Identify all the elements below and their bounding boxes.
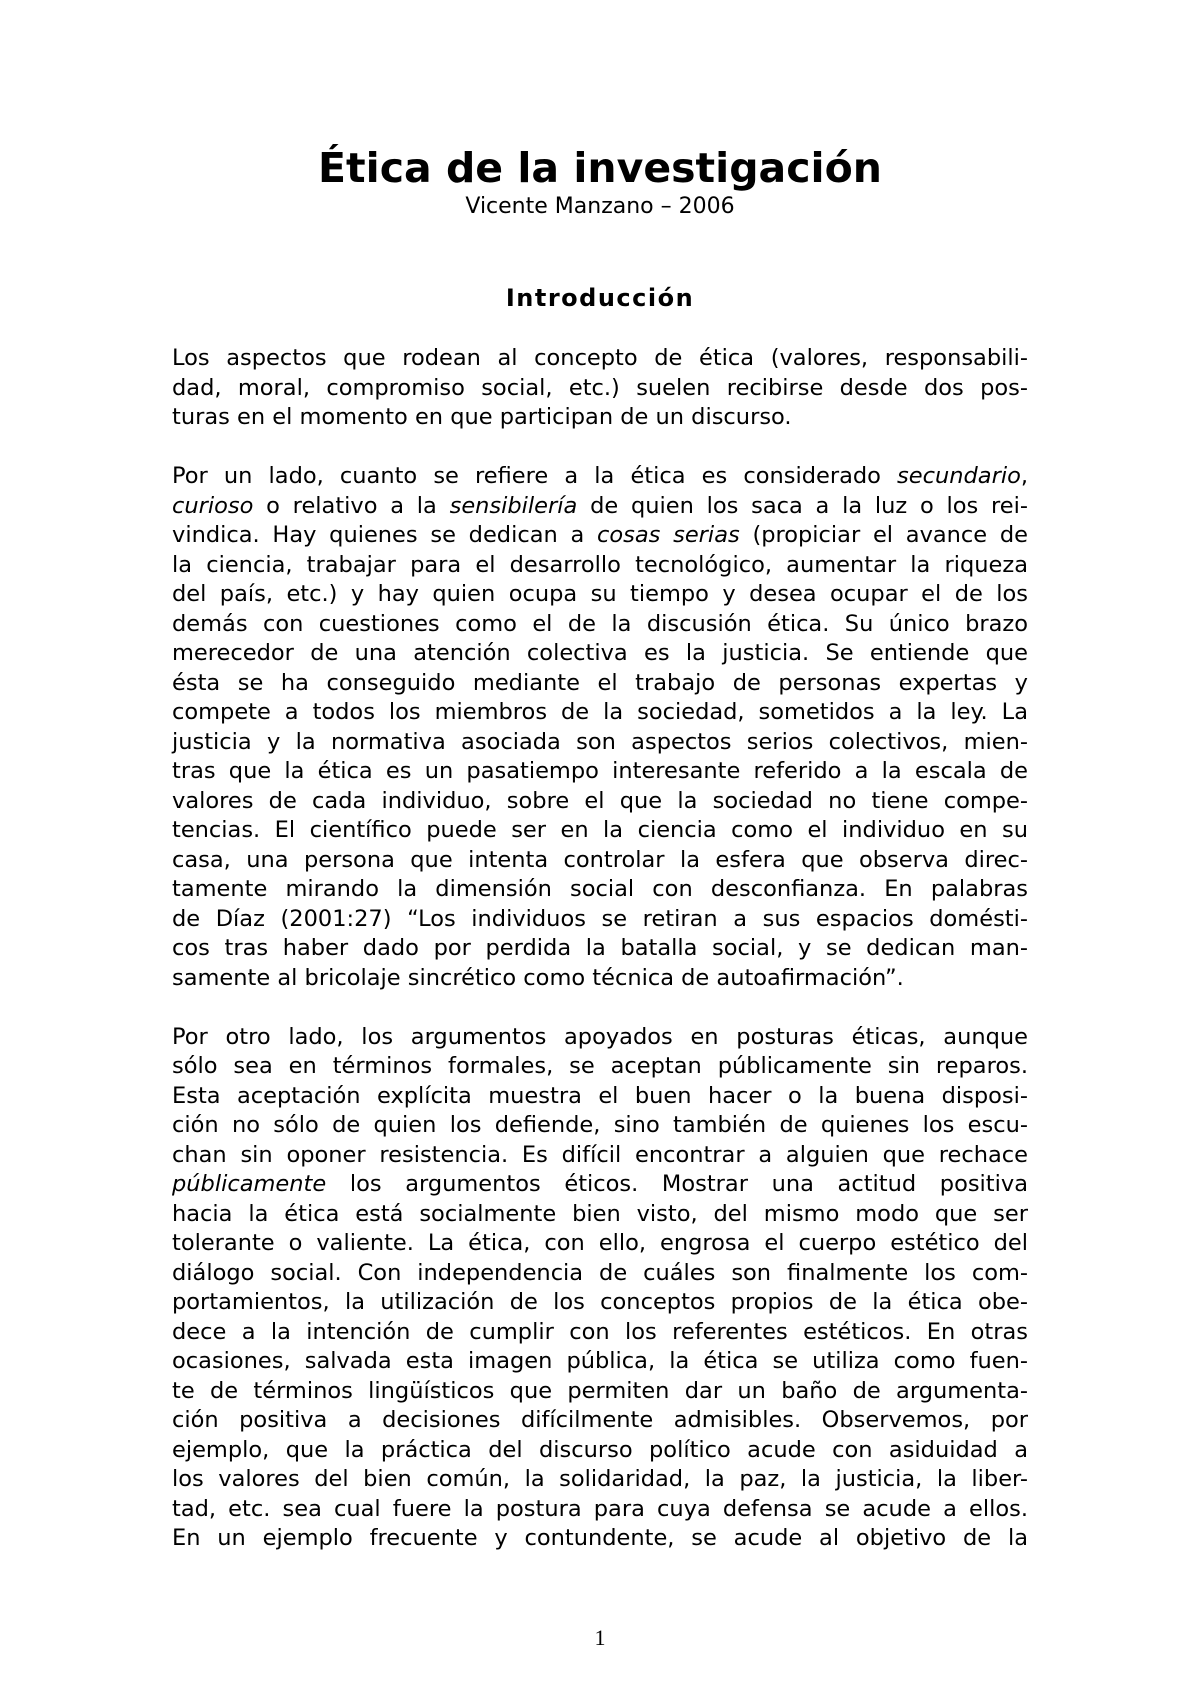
text-line [172, 344, 1028, 374]
text-line [172, 964, 1028, 994]
text-run: hacia la ética está socialmente bien visto, del mismo modo que ser [172, 1200, 1028, 1227]
text-line [172, 462, 1028, 492]
text-run: cos tras haber dado por perdida la batalla social, y se dedican man- [172, 935, 1028, 961]
text-run: vindica. Hay quienes se dedican a [172, 522, 598, 548]
italic-text: sensibilería [449, 492, 578, 519]
text-run: compete a todos los miembros de la sociedad, sometidos a la ley. La [172, 699, 1028, 725]
text-line [172, 1406, 1028, 1436]
text-run: turas en el momento en que participan de un discurso. [172, 404, 792, 430]
text-line [172, 787, 1028, 817]
text-run: tolerante o valiente. La ética, con ello, engrosa el cuerpo estético del [172, 1230, 1028, 1256]
text-line [172, 1023, 1028, 1053]
text-run: Esta aceptación explícita muestra el buen hacer o la buena disposi- [172, 1082, 1028, 1109]
text-run: demás con cuestiones como el de la discusión ética. Su único brazo [172, 610, 1028, 637]
text-line [172, 1465, 1028, 1495]
text-run: o relativo a la [253, 492, 450, 519]
italic-text: curioso [172, 492, 254, 519]
text-run: los valores del bien común, la solidaridad, la paz, la justicia, la liber- [172, 1466, 1028, 1492]
paragraph-gap [172, 433, 1028, 463]
text-line [172, 816, 1028, 846]
text-line [172, 610, 1028, 640]
text-line [172, 1288, 1028, 1318]
text-run: dece a la intención de cumplir con los referentes estéticos. En otras [172, 1318, 1028, 1345]
text-run: del país, etc.) y hay quien ocupa su tiempo y desea ocupar el de los [172, 581, 1028, 607]
text-run: de Díaz (2001:27) “Los individuos se retiran a sus espacios domésti- [172, 905, 1028, 932]
paragraph [172, 462, 1028, 993]
paragraph [172, 1023, 1028, 1554]
text-run: Por otro lado, los argumentos apoyados en posturas éticas, aunque [172, 1023, 1028, 1050]
text-run: , [1020, 463, 1028, 489]
text-run: merecedor de una atención colectiva es la justicia. Se entiende que [172, 640, 1028, 666]
text-line [172, 551, 1028, 581]
text-run: tad, etc. sea cual fuere la postura para cuya defensa se acude a ellos. [172, 1495, 1028, 1522]
text-line [172, 1347, 1028, 1377]
section-heading: Introducción [505, 284, 695, 312]
text-run: Por un lado, cuanto se refiere a la ética es considerado [172, 463, 898, 489]
italic-text: cosas serias [597, 522, 740, 548]
text-line [172, 757, 1028, 787]
text-run: de quien los saca a la luz o los rei- [577, 492, 1028, 519]
text-line [172, 1052, 1028, 1082]
text-line [172, 403, 1028, 433]
text-line [172, 1377, 1028, 1407]
text-run: justicia y la normativa asociada son aspectos serios colectivos, mien- [172, 728, 1028, 755]
text-line [172, 1111, 1028, 1141]
text-run: ejemplo, que la práctica del discurso político acude con asiduidad a [172, 1436, 1028, 1463]
text-line [172, 905, 1028, 935]
author-line: Vicente Manzano – 2006 [465, 194, 735, 219]
text-run: ción positiva a decisiones difícilmente admisibles. Observemos, por [172, 1407, 1028, 1433]
text-run: chan sin oponer resistencia. Es difícil encontrar a alguien que rechace [172, 1141, 1028, 1168]
text-run: portamientos, la utilización de los conceptos propios de la ética obe- [172, 1289, 1028, 1315]
text-line [172, 728, 1028, 758]
text-run: En un ejemplo frecuente y contundente, se acude al objetivo de la [172, 1525, 1028, 1551]
text-run: tencias. El científico puede ser en la ciencia como el individuo en su [172, 817, 1028, 843]
paragraph-gap [172, 993, 1028, 1023]
italic-text: secundario [897, 463, 1021, 489]
text-line [172, 846, 1028, 876]
text-run: los argumentos éticos. Mostrar una actitud positiva [326, 1171, 1028, 1197]
text-line [172, 580, 1028, 610]
text-line [172, 1200, 1028, 1230]
text-line [172, 1141, 1028, 1171]
text-line [172, 521, 1028, 551]
text-line [172, 1082, 1028, 1112]
text-run: te de términos lingüísticos que permiten dar un baño de argumenta- [172, 1377, 1028, 1404]
text-line [172, 1229, 1028, 1259]
text-line [172, 639, 1028, 669]
text-line [172, 374, 1028, 404]
text-line [172, 492, 1028, 522]
document-title: Ética de la investigación [318, 144, 882, 192]
text-run: sólo sea en términos formales, se aceptan públicamente sin reparos. [172, 1053, 1028, 1079]
text-line [172, 698, 1028, 728]
text-run: dad, moral, compromiso social, etc.) suelen recibirse desde dos pos- [172, 374, 1028, 401]
text-run: valores de cada individuo, sobre el que la sociedad no tiene compe- [172, 787, 1028, 814]
text-run: (propiciar el avance de [739, 522, 1029, 548]
text-run: ocasiones, salvada esta imagen pública, la ética se utiliza como fuen- [172, 1348, 1028, 1374]
text-line [172, 934, 1028, 964]
text-run: ción no sólo de quien los defiende, sino también de quienes los escu- [172, 1112, 1028, 1138]
text-run: tras que la ética es un pasatiempo interesante referido a la escala de [172, 758, 1028, 784]
text-line [172, 1259, 1028, 1289]
text-line [172, 669, 1028, 699]
text-line [172, 1495, 1028, 1525]
text-run: casa, una persona que intenta controlar la esfera que observa direc- [172, 846, 1028, 873]
text-run: Los aspectos que rodean al concepto de ética (valores, responsabili- [172, 345, 1028, 371]
text-line [172, 1524, 1028, 1554]
text-run: samente al bricolaje sincrético como técnica de autoafirmación”. [172, 964, 904, 991]
text-run: tamente mirando la dimensión social con desconfianza. En palabras [172, 876, 1028, 902]
text-line [172, 1436, 1028, 1466]
page-number: 1 [594, 1625, 606, 1650]
paragraph [172, 344, 1028, 433]
text-line [172, 1318, 1028, 1348]
text-run: la ciencia, trabajar para el desarrollo tecnológico, aumentar la riqueza [172, 551, 1028, 578]
text-line [172, 875, 1028, 905]
italic-text: públicamente [172, 1171, 327, 1197]
text-line [172, 1170, 1028, 1200]
text-run: diálogo social. Con independencia de cuáles son finalmente los com- [172, 1259, 1028, 1286]
text-run: ésta se ha conseguido mediante el trabajo de personas expertas y [172, 669, 1028, 696]
body-text [172, 344, 1028, 1554]
